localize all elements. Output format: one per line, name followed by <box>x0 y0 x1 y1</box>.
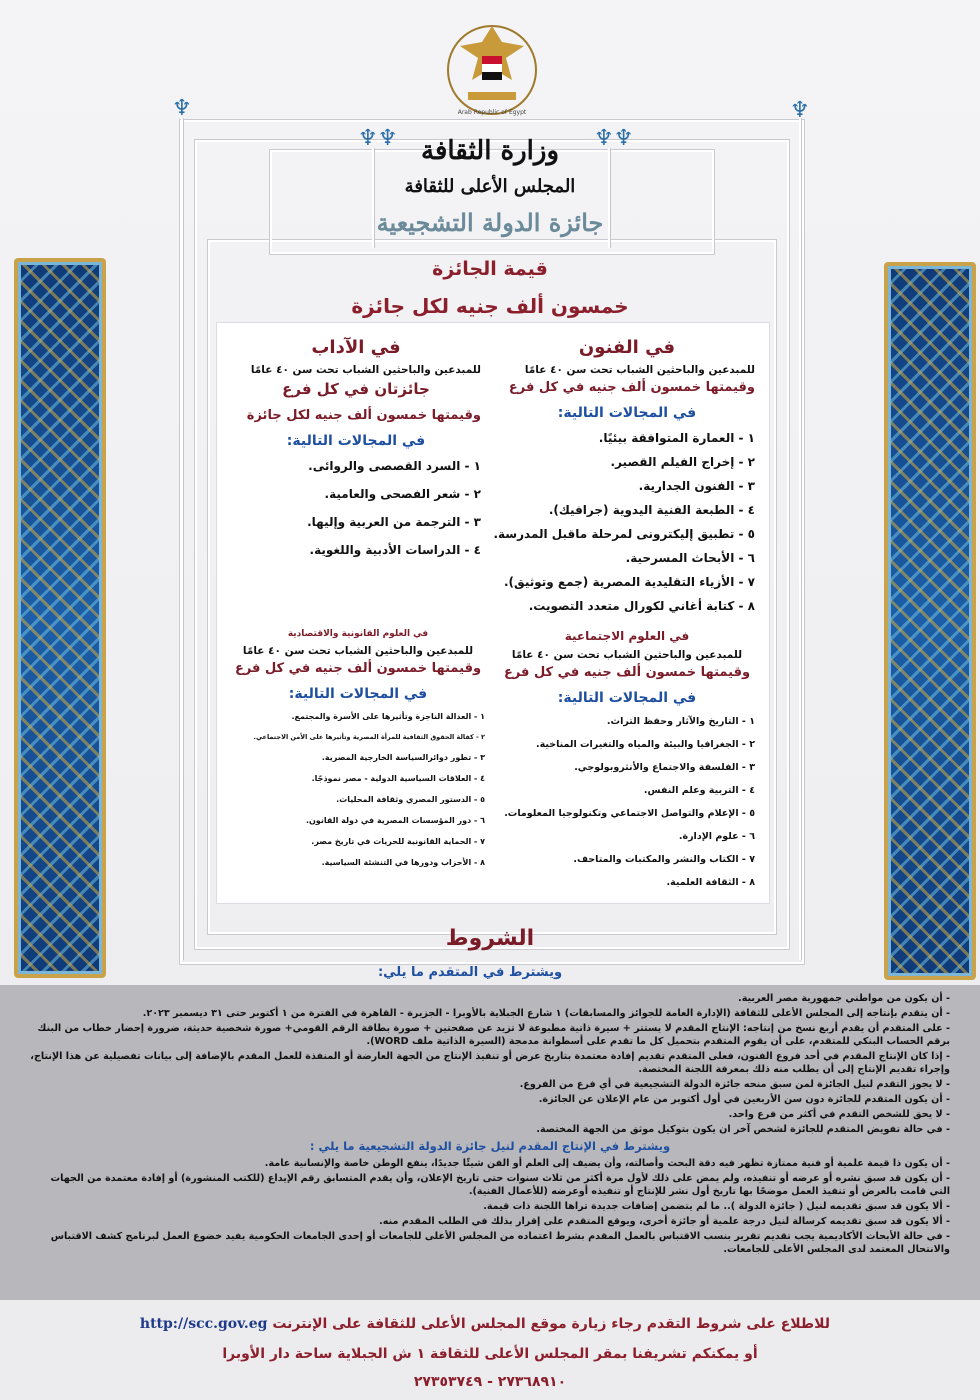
legal-section <box>231 629 485 879</box>
list-item: ٢ - كفالة الحقوق الثقافية للمرأة المصرية وتأثيرها على الأمن الاجتماعي. <box>253 733 485 741</box>
conditions-intro-2: ويشترط في الإنتاج المقدم لنيل جائزة الدولة التشجيعية ما يلي : <box>309 1139 671 1153</box>
arts-value: وقيمتها خمسون ألف جنيه في كل فرع <box>508 380 755 395</box>
social-fields-title: في المجالات التالية: <box>557 690 697 706</box>
list-item: ٣ - الفنون الجدارية. <box>638 479 755 493</box>
list-item: ٢ - شعر الفصحى والعامية. <box>324 487 481 501</box>
condition-item: - أن يتقدم بإنتاجه إلى المجلس الأعلى للثقافة (الإدارة العامة للجوائز والمسابقات) ١ شارع الجبلاية بالأوبرا - الجزيرة - القاهرة في الفترة من ١ أكتوبر حتى ٣١ ديسمبر ٢٠٢٣. <box>142 1008 950 1019</box>
pillar-left <box>181 118 183 960</box>
list-item: ٤ - العلاقات السياسية الدولية - مصر نموذجًا. <box>311 774 485 783</box>
list-item: ١ - العمارة المتوافقة بيئيًا. <box>598 431 755 445</box>
condition-item: - على المتقدم أن يقدم أربع نسخ من إنتاجه: الإنتاج المقدم لا يستتر + سيرة ذاتية مطبوعة لا تزيد عن صفحتين + صورة بطاقة الرقم القومي+ صورة شخصية حديثة، ضرورة إحضار خطاب من البنك برقم الحساب البنكي للمتقدم، على أن يقوم المتقدم بتحميل كل ما تقدم على أسطوانة مدمجة (السيرة الذاتية ملف WORD). <box>37 1023 950 1047</box>
list-item: ٢ - إخراج الفيلم القصير. <box>610 455 755 469</box>
list-item: ١ - التاريخ والآثار وحفظ التراث. <box>606 716 755 727</box>
condition-item: - أن يكون المتقدم للجائزة دون سن الأربعين في أول أكتوبر من عام الإعلان عن الجائزة. <box>538 1094 950 1105</box>
tulip-icon: ♆ <box>172 96 192 121</box>
tulip-icon: ♆♆ <box>358 126 398 151</box>
arts-eligibility: للمبدعين والباحثين الشباب تحت سن ٤٠ عامًا <box>524 364 755 376</box>
list-item: ٧ - الحماية القانونية للحريات في تاريخ مصر. <box>311 837 485 846</box>
tulip-icon: ♆♆ <box>594 126 634 151</box>
list-item: ٦ - الأبحاث المسرحية. <box>625 551 755 565</box>
footer-website-line <box>139 1316 830 1332</box>
conditions-list <box>30 992 950 1258</box>
list-item: ١ - العدالة الناجزة وتأثيرها على الأسرة والمجتمع. <box>291 712 485 721</box>
list-item: ٤ - الدراسات الأدبية واللغوية. <box>309 543 481 557</box>
list-item: ٨ - الأحزاب ودورها في التنشئة السياسية. <box>321 858 485 867</box>
list-item: ٦ - دور المؤسسات المصرية في دولة القانون. <box>305 816 485 825</box>
social-value: وقيمتها خمسون ألف جنيه في كل فرع <box>503 665 751 680</box>
prize-title: قيمة الجائزة <box>432 258 548 280</box>
list-item: ٥ - الدستور المصري وثقافة المحليات. <box>336 795 485 804</box>
social-section <box>499 629 755 900</box>
condition-item: - أن يكون قد سبق نشره أو عرضه أو تنفيذه، ولم يمض على ذلك لأول مرة أكثر من ثلاث سنوات حتى تاريخ الإعلان، وأن يقدم المتسابق رقم الإيداع (للكتب المنشورة) أو إفادة معتمدة من الجهات التي قامت بالعرض أو تنفيذ العمل موضحًا بها تاريخ أول نشر للإنتاج أو تنفيذه أوعرضه (للأعمال الفنية). <box>50 1173 950 1197</box>
condition-item: - ألا يكون قد سبق تقديمه لنيل ( جائزة الدولة ).. ما لم يتضمن إضافات جديدة تراها اللجنة ذات قيمة. <box>483 1201 950 1212</box>
literature-section <box>231 337 481 571</box>
arts-title: في الفنون <box>578 337 676 358</box>
list-item: ٦ - علوم الإدارة. <box>678 831 755 842</box>
categories-panel <box>216 322 770 904</box>
legal-title: في العلوم القانونية والاقتصادية <box>287 629 429 639</box>
arts-fields-title: في المجالات التالية: <box>557 405 697 421</box>
award-title: جائزة الدولة التشجيعية <box>376 208 604 237</box>
legal-eligibility: للمبدعين والباحثين الشباب تحت سن ٤٠ عامًا <box>242 645 474 657</box>
conditions-title: الشروط <box>445 926 535 951</box>
literature-eligibility: للمبدعين والباحثين الشباب تحت سن ٤٠ عامًا <box>250 364 481 376</box>
list-item: ٨ - الثقافة العلمية. <box>666 877 755 888</box>
prize-value: خمسون ألف جنيه لكل جائزة <box>351 294 629 318</box>
council-title: المجلس الأعلى للثقافة <box>404 176 576 197</box>
social-eligibility: للمبدعين والباحثين الشباب تحت سن ٤٠ عامًا <box>511 649 743 661</box>
literature-count: جائزتان في كل فرع <box>282 380 430 398</box>
literature-fields-title: في المجالات التالية: <box>286 433 426 449</box>
list-item: ٢ - الجغرافيا والبيئة والمياه والتغيرات المناخية. <box>535 739 755 750</box>
condition-item: - لا يجوز التقدم لنيل الجائزة لمن سبق منحه جائزة الدولة التشجيعية في أي فرع من الفروع. <box>519 1079 950 1090</box>
list-item: ٨ - كتابة أغاني لكورال متعدد التصويت. <box>528 599 755 613</box>
pillar-right <box>799 118 801 960</box>
ornament-panel-left <box>14 258 106 978</box>
list-item: ٣ - الترجمة من العربية وإليها. <box>307 515 481 529</box>
social-title: في العلوم الاجتماعية <box>564 629 690 643</box>
literature-title: في الآداب <box>311 337 401 358</box>
footer-text: للاطلاع على شروط التقدم رجاء زيارة موقع المجلس الأعلى للثقافة على الإنترنت <box>272 1316 830 1332</box>
eagle-emblem-icon <box>432 18 552 118</box>
website-link[interactable]: http://scc.gov.eg <box>139 1316 268 1332</box>
list-item: ٣ - الفلسفة والاجتماع والأنثروبولوجي. <box>574 762 755 773</box>
tulip-icon: ♆ <box>790 98 810 123</box>
legal-value: وقيمتها خمسون ألف جنيه في كل فرع <box>234 661 482 676</box>
list-item: ١ - السرد القصصى والروائى. <box>308 459 481 473</box>
list-item: ٥ - تطبيق إليكترونى لمرحلة ماقبل المدرسة. <box>493 527 755 541</box>
conditions-intro: ويشترط في المتقدم ما يلي: <box>377 965 563 980</box>
footer-phones: ٢٧٣٦٨٩١٠ - ٢٧٣٥٣٧٤٩ <box>413 1374 567 1390</box>
legal-fields-title: في المجالات التالية: <box>288 686 428 702</box>
condition-item: - ألا يكون قد سبق تقديمه كرسالة لنيل درجة علمية أو جائزة أخرى، ويوقع المتقدم على إقرار بذلك في الطلب المقدم منه. <box>379 1216 950 1227</box>
emblem-text: Arab Republic of Egypt <box>457 109 527 116</box>
list-item: ٤ - التربية وعلم النفس. <box>643 785 755 796</box>
condition-item: - إذا كان الإنتاج المقدم في أحد فروع الفنون، فعلى المتقدم تقديم إفادة معتمدة بتاريخ عرض أو تنفيذ الإنتاج من الجهة العارضة أو المنفذة للعمل المقدم بالإضافة إلى بيانات تفصيلية عن هذا الإنتاج، وإجراء تقديم الإنتاج إلى أن يطلب منه ذلك بمعرفة اللجنة المختصة. <box>30 1051 950 1075</box>
list-item: ٤ - الطبعة الفنية اليدوية (جرافيك). <box>548 503 755 517</box>
list-item: ٥ - الإعلام والتواصل الاجتماعي وتكنولوجيا المعلومات. <box>504 808 755 819</box>
footer-address: أو يمكنكم تشريفنا بمقر المجلس الأعلى للثقافة ١ ش الجبلاية ساحة دار الأوبرا <box>222 1346 758 1362</box>
literature-value: وقيمتها خمسون ألف جنيه لكل جائزة <box>246 408 481 423</box>
list-item: ٧ - الكتاب والنشر والمكتبات والمتاحف. <box>573 854 755 865</box>
list-item: ٧ - الأزياء التقليدية المصرية (جمع وتوثيق). <box>503 575 755 589</box>
condition-item: - في حالة الأبحاث الأكاديمية يجب تقديم تقرير بنسب الاقتباس بالعمل المقدم بشرط اعتماده من المجلس الأعلى للجامعات أو إحدى الجامعات الحكومية يفيد خضوع العمل لبرنامج كشف الاقتباس والانتحال المعتمد لدى المجلس الأعلى للجامعات. <box>50 1231 950 1255</box>
condition-item: - لا يحق للشخص التقدم في أكثر من فرع واحد. <box>728 1109 950 1120</box>
condition-item: - في حالة تفويض المتقدم للجائزة لشخص آخر ان يكون بتوكيل موثق من الجهة المختصة. <box>536 1124 950 1135</box>
arts-section <box>493 337 755 623</box>
list-item: ٣ - تطور دوائرالسياسة الخارجية المصرية. <box>321 753 485 762</box>
ministry-title: وزارة الثقافة <box>421 136 559 166</box>
condition-item: - أن يكون من مواطني جمهورية مصر العربية. <box>738 993 950 1004</box>
ornament-panel-right <box>884 262 976 980</box>
condition-item: - أن يكون ذا قيمة علمية أو فنية ممتازة تظهر فيه دقة البحث وأصالته، وأن يضيف إلى العلم أو الفن شيئًا جديدًا، ينفع الوطن خاصة والإنسانية عامة. <box>264 1158 950 1169</box>
